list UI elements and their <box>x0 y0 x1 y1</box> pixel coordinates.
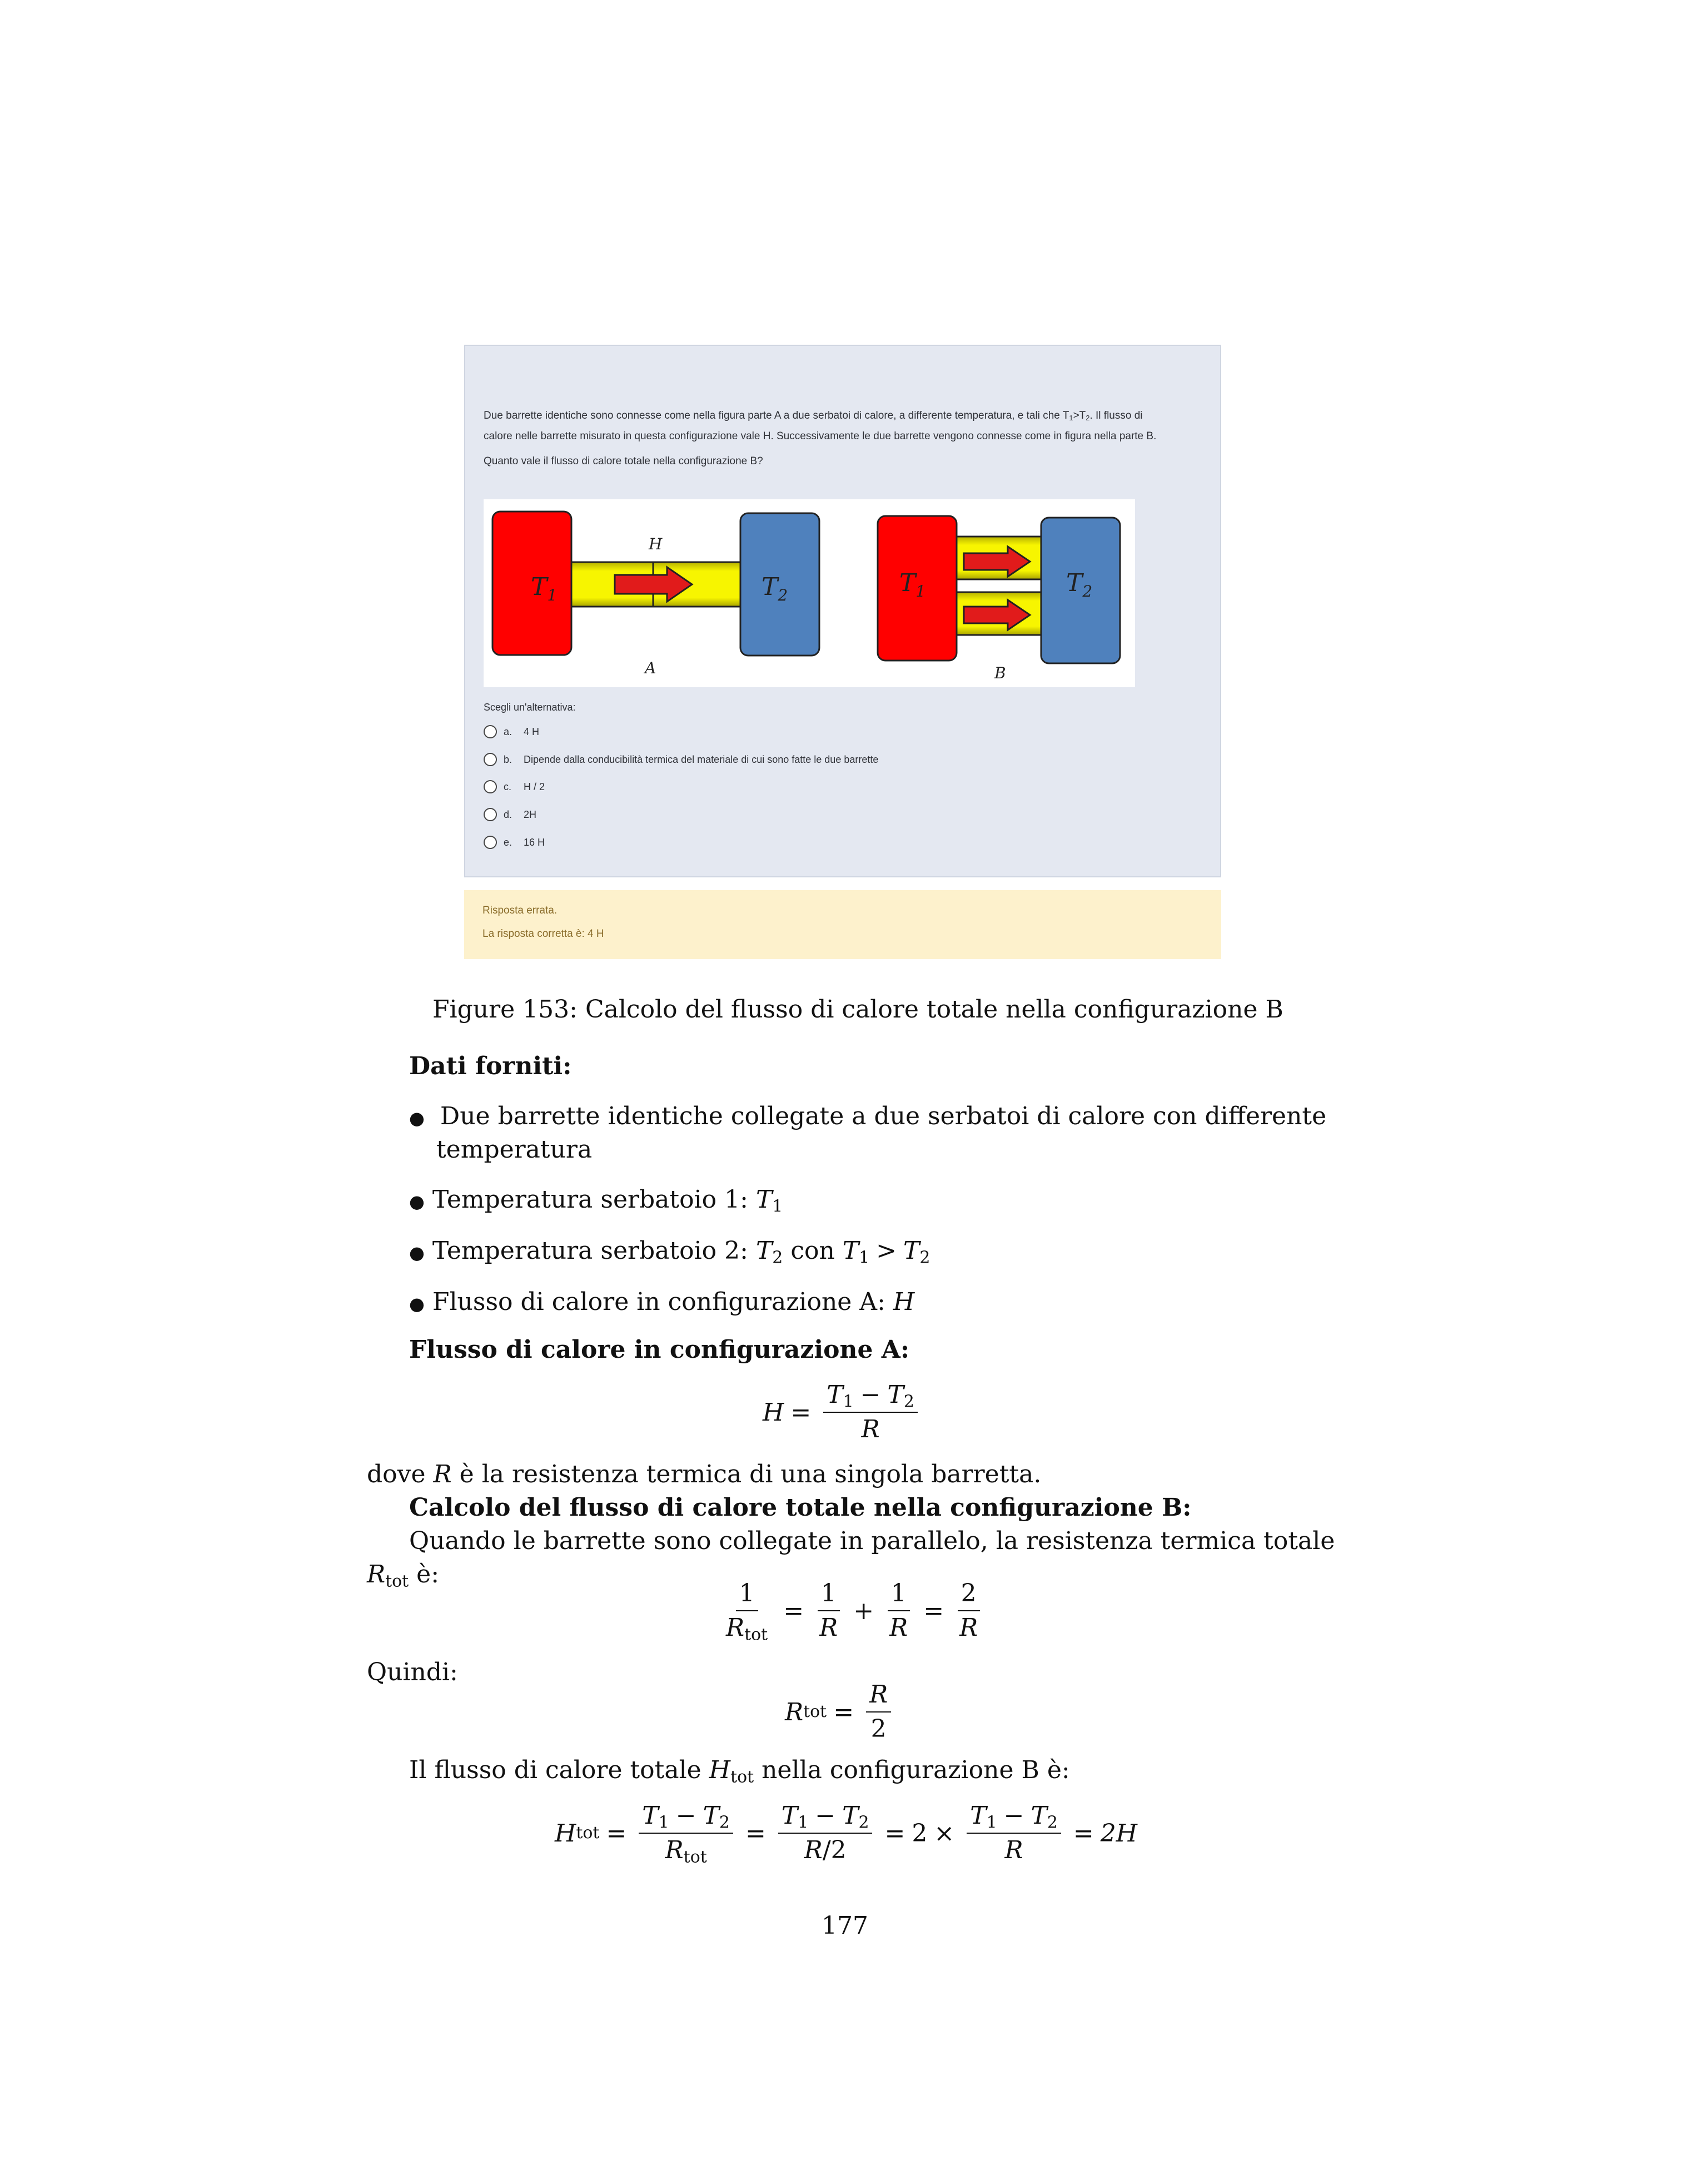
question-line-2: calore nelle barrette misurato in questa configurazione vale H. Successivamente le due barrette vengono connesse come in figura nella parte B. <box>484 430 1157 442</box>
radio-a[interactable] <box>484 725 497 738</box>
option-letter: c. <box>504 781 512 792</box>
option-letter: b. <box>504 753 512 765</box>
option-letter: d. <box>504 808 512 820</box>
dove-line: dove R è la resistenza termica di una singola barretta. <box>367 1460 1042 1488</box>
parallel-line-1: Quando le barrette sono collegate in parallelo, la resistenza termica totale <box>409 1527 1335 1555</box>
option-letter: e. <box>504 836 512 848</box>
feedback-correct-answer: La risposta corretta è: 4 H <box>482 928 604 940</box>
option-a[interactable] <box>484 722 539 741</box>
label-t2-a: $T_2$ <box>762 573 788 604</box>
label-t2-b: $T_2$ <box>1066 569 1093 600</box>
reservoir-t2-a <box>740 513 819 656</box>
label-a: A <box>645 659 656 677</box>
choose-label: Scegli un'alternativa: <box>484 702 576 713</box>
bullet-1: ● Due barrette identiche collegate a due serbatoi di calore con differente <box>409 1102 1327 1130</box>
radio-e[interactable] <box>484 836 497 849</box>
option-text: 16 H <box>524 836 545 848</box>
option-d[interactable] <box>484 805 536 824</box>
question-text <box>484 405 1206 471</box>
label-t1-b: $T_1$ <box>899 569 926 600</box>
option-text: Dipende dalla conducibilità termica del materiale di cui sono fatte le due barrette <box>524 753 879 765</box>
quindi: Quindi: <box>367 1658 458 1686</box>
bullet-4: ● Flusso di calore in configurazione A: H <box>409 1288 915 1316</box>
bullet-3: ● Temperatura serbatoio 2: $T_2$ con $T_1 > T_2$ <box>409 1237 930 1268</box>
option-b[interactable] <box>484 750 878 769</box>
label-h: H <box>649 535 663 553</box>
page-number: 177 <box>822 1912 868 1940</box>
radio-b[interactable] <box>484 753 497 766</box>
option-e[interactable] <box>484 833 545 852</box>
option-text: 4 H <box>524 726 540 737</box>
feedback-box <box>464 890 1221 959</box>
calcolo-heading: Calcolo del flusso di calore totale nella configurazione B: <box>409 1493 1192 1522</box>
option-text: 2H <box>524 808 537 820</box>
equation-rtot-inverse: $\frac{1}{R_{tot}}$ = $\frac{1}{R}$ + $\frac{1}{R}$ = $\frac{2}{R}$ <box>717 1579 987 1642</box>
heat-flow-figure <box>484 499 1135 687</box>
label-b: B <box>994 664 1006 682</box>
option-c[interactable] <box>484 777 545 796</box>
flusso-heading: Flusso di calore in configurazione A: <box>409 1336 910 1364</box>
equation-h: H = $\frac{T_1 - T_2}{R}$ <box>763 1381 923 1444</box>
feedback-wrong: Risposta errata. <box>482 905 558 916</box>
figure-caption: Figure 153: Calcolo del flusso di calore totale nella configurazione B <box>432 995 1283 1024</box>
bullet-1-cont: temperatura <box>436 1135 593 1164</box>
radio-c[interactable] <box>484 780 497 793</box>
quiz-card <box>464 345 1221 877</box>
dati-heading: Dati forniti: <box>409 1052 572 1080</box>
heat-flow-diagram <box>484 499 1135 687</box>
equation-htot: H tot = $\frac{T_1 - T_2}{R_{tot}}$ = $\frac{T_1 - T_2}{R/2}$ = 2 × $\frac{T_1 - T_2}{R}$ = 2H <box>555 1801 1138 1867</box>
question-line-3: Quanto vale il flusso di calore totale nella configurazione B? <box>484 455 763 467</box>
parallel-line-2: $R_{tot}$ è: <box>367 1560 440 1591</box>
question-line-1: Due barrette identiche sono connesse come nella figura parte A a due serbatoi di calore, a differente temperatura, e tali che $T_1>T_2$. Il flusso di <box>484 410 1143 423</box>
bullet-2: ● Temperatura serbatoio 1: $T_1$ <box>409 1185 783 1217</box>
bullet-dot: ● <box>409 1108 425 1129</box>
option-letter: a. <box>504 726 512 737</box>
radio-d[interactable] <box>484 808 497 821</box>
equation-rtot: R tot = $\frac{R}{2}$ <box>785 1680 897 1744</box>
option-text: H / 2 <box>524 781 545 792</box>
il-flusso-line: Il flusso di calore totale $H_{tot}$ nella configurazione B è: <box>409 1756 1070 1787</box>
label-t1-a: $T_1$ <box>531 573 558 604</box>
